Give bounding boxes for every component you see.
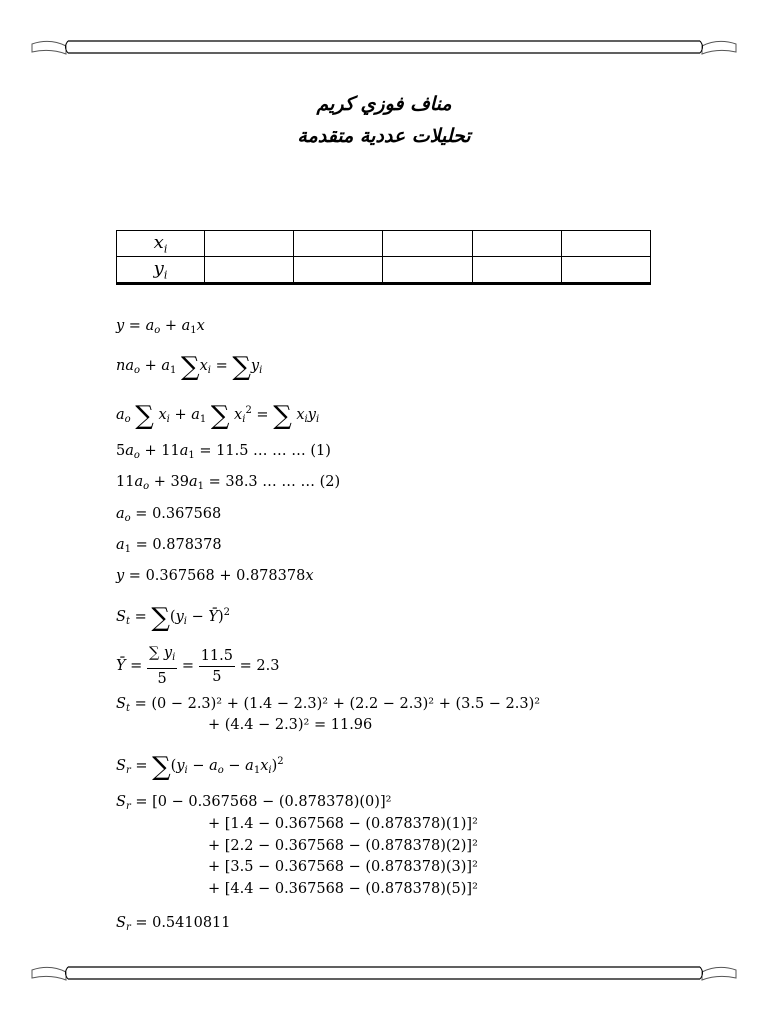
table-cell xyxy=(472,257,561,284)
sr-term-2: + [1.4 − 0.367568 − (0.878378)(1)]² xyxy=(208,816,478,832)
table-cell xyxy=(561,231,650,257)
model-equation: $y = a_o + a_1x$ xyxy=(116,318,205,336)
sr-term-4: + [3.5 − 0.367568 − (0.878378)(3)]² xyxy=(208,859,478,875)
sr-result: $S_r = 0.5410811$ xyxy=(116,915,231,933)
table-cell xyxy=(205,231,294,257)
sr-term-5: + [4.4 − 0.367568 − (0.878378)(5)]² xyxy=(208,881,478,897)
table-cell xyxy=(383,231,472,257)
st-definition: $S_t = \sum(y_i$ − Ȳ)$^2$ xyxy=(116,603,230,633)
ybar-calculation: Ȳ = $\frac{\sum y_i}{5}$ = $\frac{11.5}{5}$ = 2.3 xyxy=(116,645,280,687)
st-computation: $S_t = (0 - 2.3)^2 + (1.4 - 2.3)^2 + (2.2 - 2.3)^2 + (3.5 - 2.3)^2$ xyxy=(116,696,541,714)
table-cell xyxy=(294,257,383,284)
footer-border-ornament xyxy=(30,962,738,992)
table-cell xyxy=(205,257,294,284)
header-border-ornament xyxy=(30,36,738,66)
table-cell xyxy=(383,257,472,284)
sr-term-3: + [2.2 − 0.367568 − (0.878378)(2)]² xyxy=(208,838,478,854)
row-label-x: $x_i$ xyxy=(117,231,205,257)
linear-system-eq-2: $11a_o + 39a_1 = 38.3$ … … … (2) xyxy=(116,474,341,492)
table-cell xyxy=(561,257,650,284)
st-computation-cont: + (4.4 − 2.3)² = 11.96 xyxy=(208,717,373,733)
document-header xyxy=(0,88,768,152)
course-title: تحليلات عددية متقدمة xyxy=(297,125,471,147)
sr-computation: $S_r = [0 - 0.367568 - (0.878378)(0)]^2$ xyxy=(116,794,392,812)
data-table xyxy=(116,230,651,285)
a1-result: $a_1 = 0.878378$ xyxy=(116,537,222,555)
author-name: مناف فوزي كريم xyxy=(316,93,452,115)
a0-result: $a_o = 0.367568$ xyxy=(116,506,222,524)
normal-equation-1: $na_o + a_1$ $\sum x_i = \sum y_i$ xyxy=(116,352,263,382)
table-cell xyxy=(472,231,561,257)
normal-equation-2: $a_o$ ∑ $x_i + a_1$ ∑ $x_i^2$ = ∑ $x_iy_i$ xyxy=(116,401,320,431)
fitted-line: y = 0.367568 + 0.878378x xyxy=(116,568,314,584)
linear-system-eq-1: $5a_o + 11a_1 = 11.5$ … … … (1) xyxy=(116,443,331,461)
sr-definition: $S_r = \sum(y_i - a_o - a_1x_i)^2$ xyxy=(116,752,284,782)
table-row-x xyxy=(117,231,651,257)
table-row-y xyxy=(117,257,651,284)
table-cell xyxy=(294,231,383,257)
row-label-y: $y_i$ xyxy=(117,257,205,284)
